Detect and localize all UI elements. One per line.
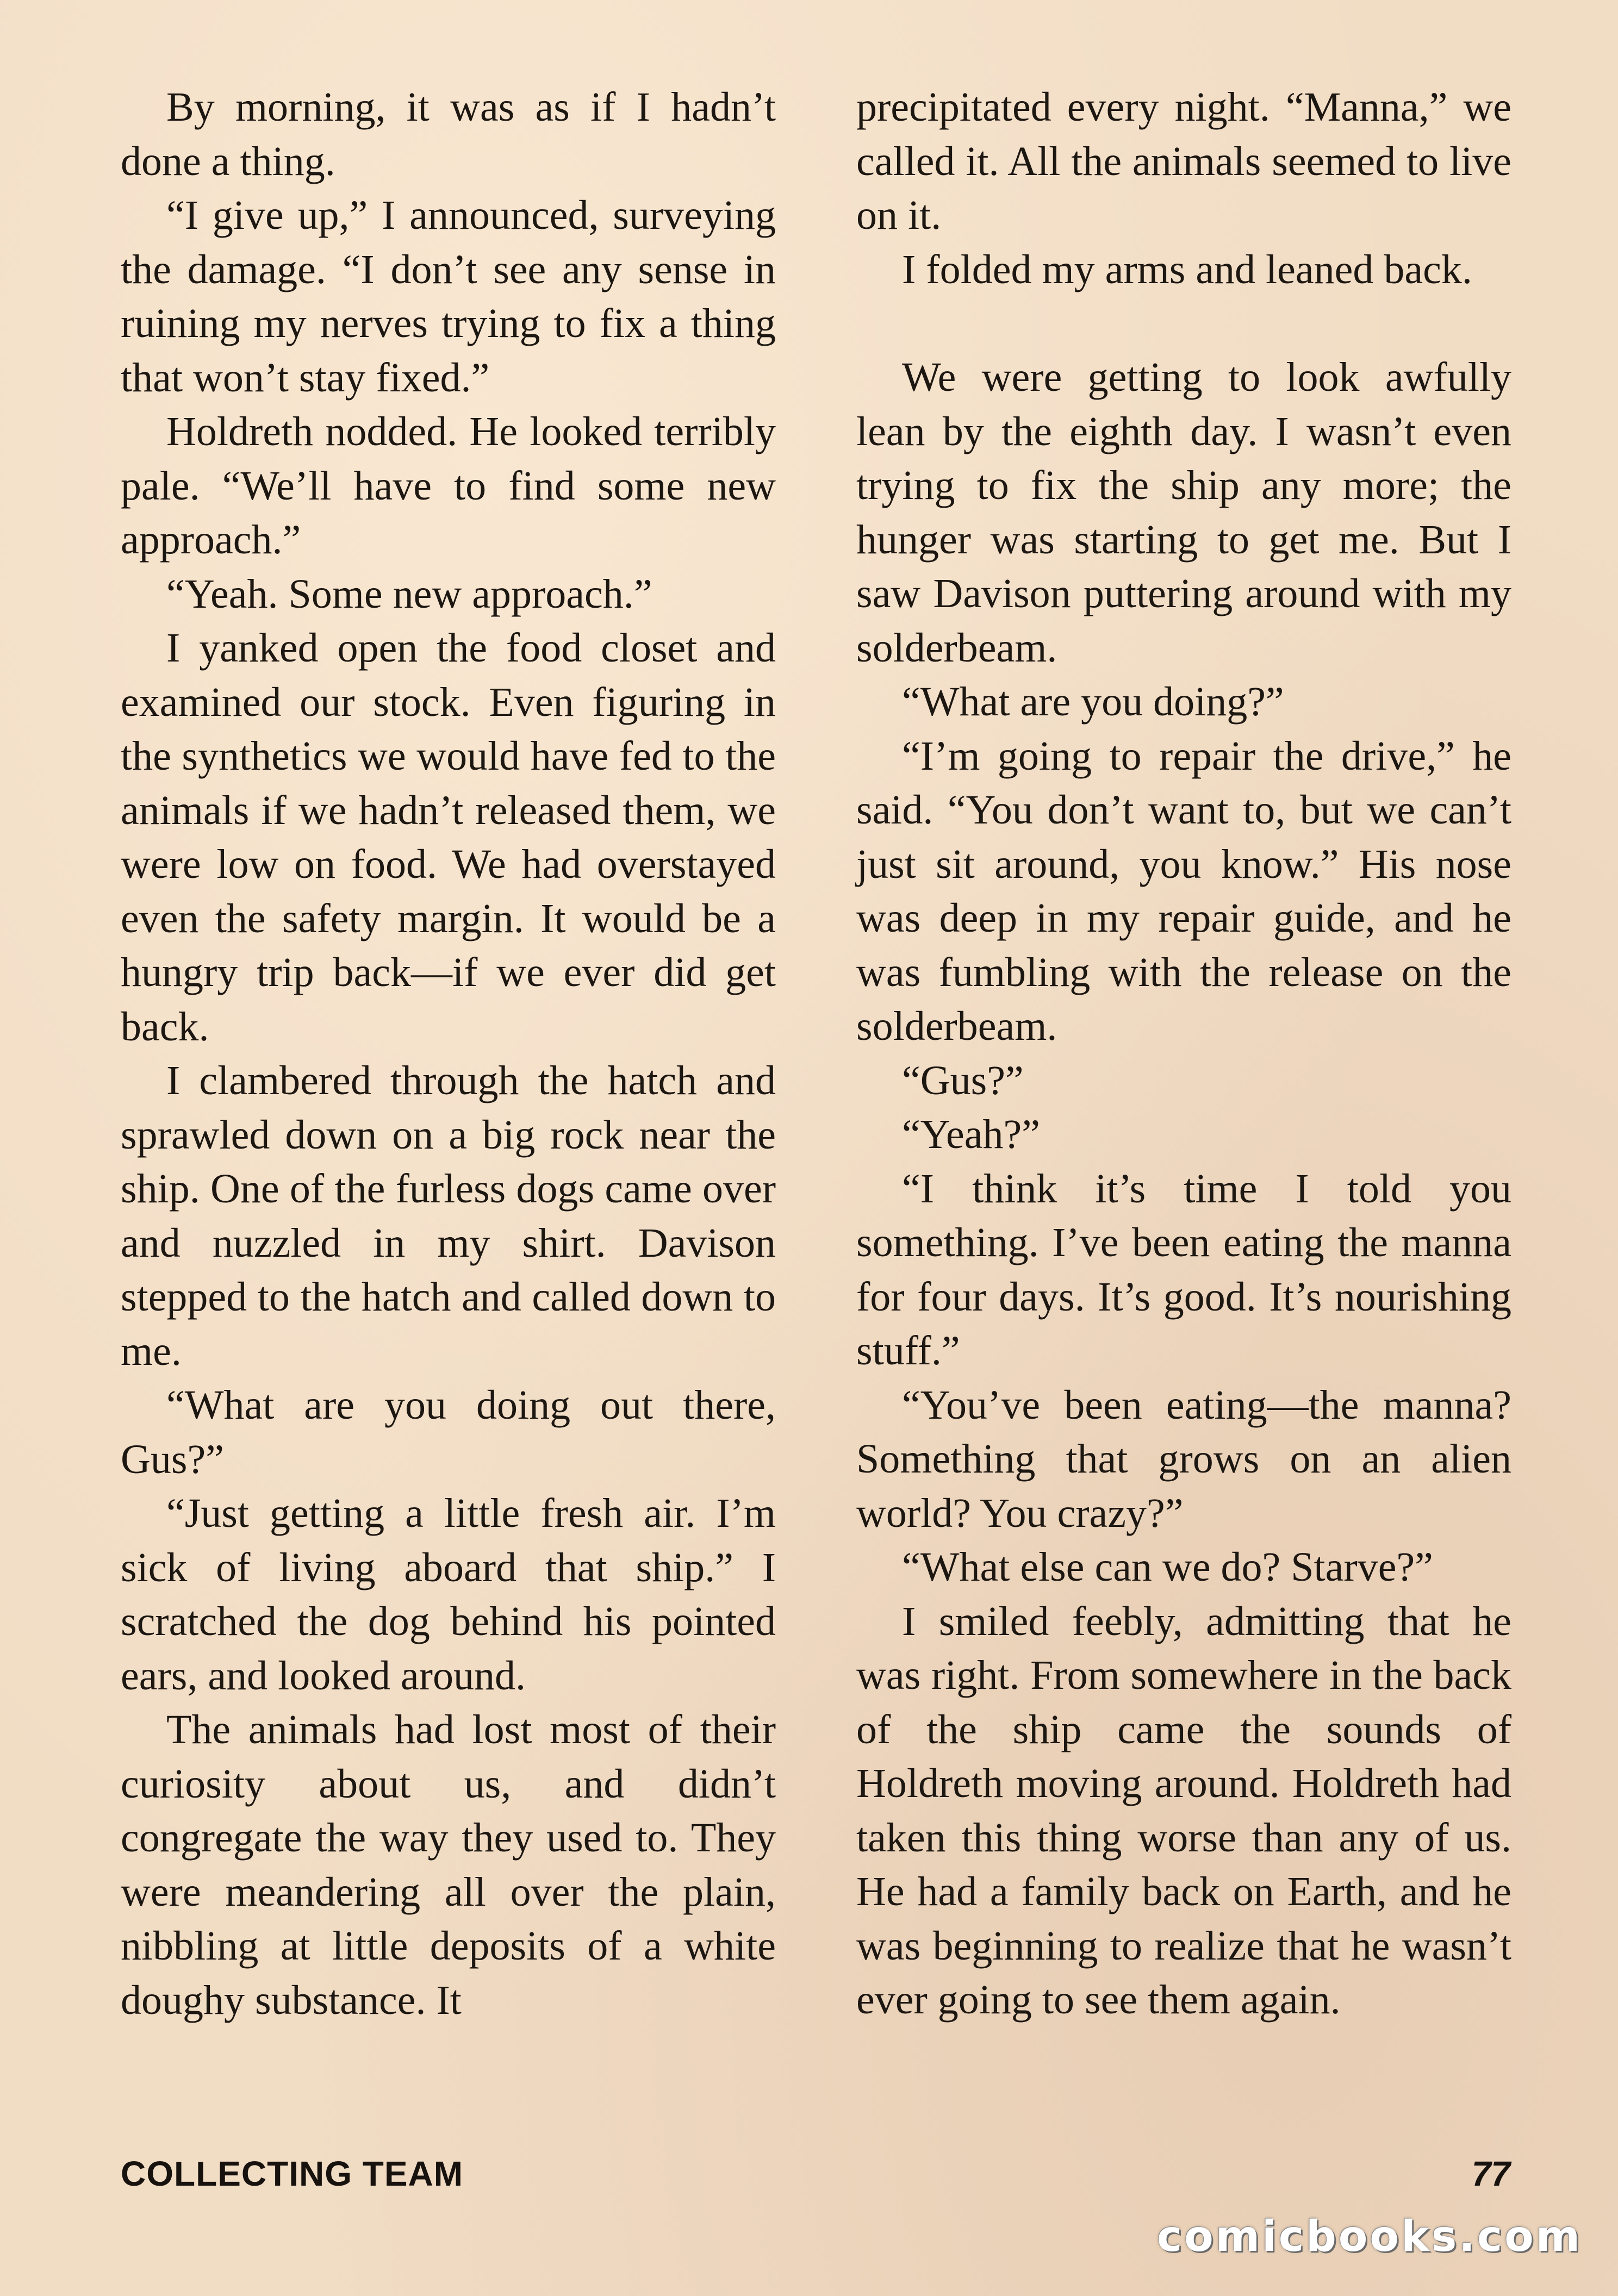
paragraph: By morning, it was as if I hadn’t done a thing.	[121, 84, 776, 184]
running-title: COLLECTING TEAM	[121, 2154, 464, 2193]
paragraph: Holdreth nodded. He looked terribly pale. “We’ll have to find some new approach.”	[121, 409, 776, 563]
paragraph: “What else can we do? Starve?”	[902, 1544, 1433, 1590]
paragraph: “I give up,” I announced, surveying the damage. “I don’t see any sense in ruining my nerves trying to fix a thing that won’t stay fixed.”	[121, 192, 776, 401]
watermark: comicbooks.com	[1156, 2212, 1582, 2261]
paragraph: “You’ve been eating—the manna? Something that grows on an alien world? You crazy?”	[856, 1382, 1511, 1536]
paragraph: I folded my arms and leaned back.	[902, 246, 1472, 292]
paragraph: “Gus?”	[902, 1057, 1024, 1103]
paragraph: I yanked open the food closet and examined our stock. Even figuring in the synthetics we would have fed to the animals if we hadn’t released them, we were low on food. We had overstayed even the safety margin. It would be a hungry trip back—if we ever did get back.	[121, 625, 776, 1050]
left-text-column	[121, 80, 776, 2027]
paragraph: “What are you doing out there, Gus?”	[121, 1382, 776, 1482]
page-footer	[121, 2154, 1510, 2203]
paragraph: “What are you doing?”	[902, 679, 1284, 725]
right-text-column	[856, 80, 1511, 2027]
paragraph: “Yeah. Some new approach.”	[166, 571, 652, 617]
paragraph: precipitated every night. “Manna,” we called it. All the animals seemed to live on it.	[856, 84, 1511, 238]
paragraph: “Just getting a little fresh air. I’m sick of living aboard that ship.” I scratched the dog behind his pointed ears, and looked around.	[121, 1490, 776, 1699]
paragraph: “I think it’s time I told you something. I’ve been eating the manna for four days. It’s good. It’s nourishing stuff.”	[856, 1165, 1511, 1374]
page-number: 77	[1471, 2154, 1510, 2193]
paragraph: I clambered through the hatch and sprawled down on a big rock near the ship. One of the furless dogs came over and nuzzled in my shirt. Davison stepped to the hatch and called down to me.	[121, 1058, 776, 1374]
paragraph: “Yeah?”	[902, 1112, 1040, 1157]
paragraph: I smiled feebly, admitting that he was right. From somewhere in the back of the ship came the sounds of Holdreth moving around. Holdreth had taken this thing worse than any of us. He had a family back on Earth, and he was beginning to realize that he wasn’t ever going to see them again.	[856, 1598, 1511, 2023]
paragraph: “I’m going to repair the drive,” he said. “You don’t want to, but we can’t just sit around, you know.” His nose was deep in my repair guide, and he was fumbling with the release on the solderbeam.	[856, 733, 1511, 1049]
paragraph: The animals had lost most of their curiosity about us, and didn’t congregate the way they used to. They were meandering all over the plain, nibbling at little deposits of a white doughy substance. It	[121, 1707, 776, 2023]
paragraph: We were getting to look awfully lean by the eighth day. I wasn’t even trying to fix the ship any more; the hunger was starting to get me. But I saw Davison puttering around with my solderbeam.	[856, 354, 1511, 671]
